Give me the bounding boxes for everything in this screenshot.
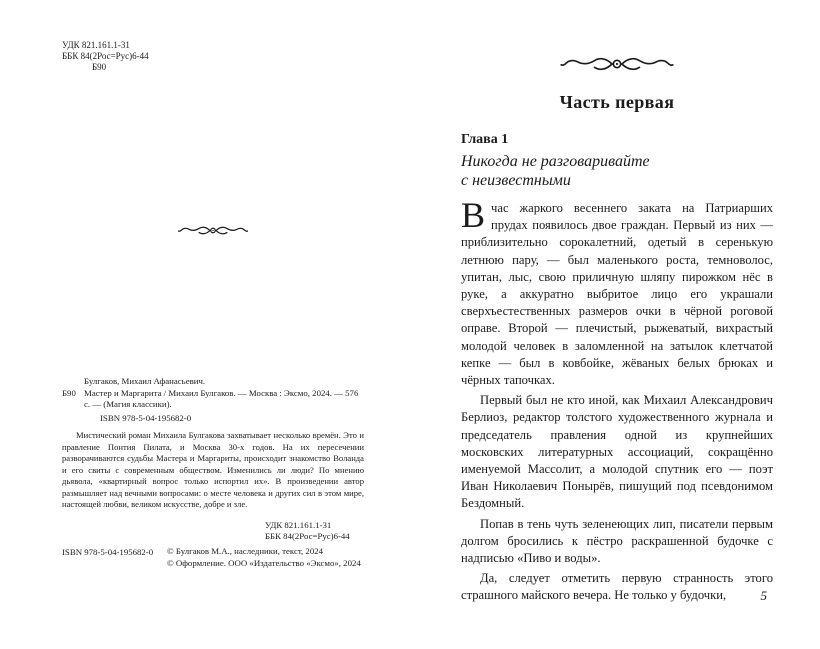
imprint-page bbox=[62, 38, 364, 613]
bbk-code-bottom: ББК 84(2Рос=Рус)6-44 bbox=[265, 530, 350, 541]
copyright-line: © Булгаков М.А., наследники, текст, 2024 bbox=[167, 546, 324, 556]
paragraph-text: час жаркого весеннего заката на Патриарших прудах появилось двое граждан. Первый из них — приблизительно сорокалетний, одетый в серенькую летнюю пару, — был маленького роста, темноволос, упитан, лыс, свою приличную шляпу пирожком нёс в руке, а аккуратно выбритое лицо его украшали сверхъестественных размеров очки в чёрной роговой оправе. Второй — плечистый, рыжеватый, вихрастый молодой человек в заломленной на затылок клетчатой кепке — был в ковбойке, жёваных белых брюках и чёрных тапочках. bbox=[461, 201, 773, 388]
chapter-title-line: с неизвестными bbox=[461, 172, 571, 189]
copyright-block bbox=[167, 546, 361, 569]
catalog-entry: Мастер и Маргарита / Михаил Булгаков. — Москва : Эксмо, 2024. — 576 с. — (Магия классики). bbox=[84, 388, 359, 409]
chapter-title-line: Никогда не разговаривайте bbox=[461, 153, 650, 170]
page-number: 5 bbox=[760, 588, 767, 603]
catalog-author: Булгаков, Михаил Афанасьевич. bbox=[84, 376, 206, 386]
part-title: Часть первая bbox=[559, 92, 675, 112]
book-annotation: Мистический роман Михаила Булгакова захватывает несколько времён. Это и правление Понтия Пилата, и Москва 30-х годов. На их пересечении разворачиваются судьбы Мастера и Маргариты, происходит знакомство Воланда и его свиты с современным обществом. Изменились ли люди? По мнению дьявола, «квартирный вопрос только испортил их». В произведении автор размышляет над вечными вопросами: о месте человека и других сил в этом мире, настоящей любви, великом искусстве, добре и зле. bbox=[62, 430, 364, 509]
bbk-code: ББК 84(2Рос=Рус)6-44 bbox=[62, 51, 149, 61]
ornament-container bbox=[461, 54, 773, 74]
flourish-ornament-icon bbox=[558, 55, 676, 72]
paragraph bbox=[461, 195, 773, 389]
paragraph: Первый был не кто иной, как Михаил Александрович Берлиоз, редактор толстого художественного журнала и председатель правления одной из крупнейших московских литературных ассоциаций, сокращённо именуемой Массолит, а молодой спутник его — поэт Иван Николаевич Понырёв, пишущий под псевдонимом Бездомный. bbox=[461, 393, 773, 511]
catalog-entry-row bbox=[62, 388, 364, 410]
chapter-title bbox=[461, 152, 650, 190]
classification-codes-bottom bbox=[265, 520, 364, 542]
isbn-bottom: ISBN 978-5-04-195682-0 bbox=[62, 547, 154, 557]
catalog-code: Б90 bbox=[62, 388, 76, 398]
ornament-container bbox=[62, 224, 364, 237]
catalog-isbn: ISBN 978-5-04-195682-0 bbox=[100, 413, 192, 423]
author-sign-code: Б90 bbox=[92, 62, 107, 72]
paragraph: Попав в тень чуть зеленеющих лип, писатели первым долгом бросились к пёстро раскрашенной будочке с надписью «Пиво и воды». bbox=[461, 516, 773, 566]
udk-code-bottom: УДК 821.161.1-31 bbox=[265, 519, 332, 530]
paragraph: Да, следует отметить первую странность этого страшного майского вечера. Не только у будочки, bbox=[461, 571, 773, 603]
chapter-body bbox=[461, 195, 773, 608]
chapter-label: Глава 1 bbox=[461, 132, 509, 147]
flourish-ornament-icon bbox=[177, 225, 249, 235]
catalog-card bbox=[62, 376, 364, 542]
udk-code: УДК 821.161.1-31 bbox=[62, 40, 130, 50]
copyright-line: © Оформление. ООО «Издательство «Эксмо», 2024 bbox=[167, 557, 361, 568]
drop-cap: В bbox=[461, 195, 486, 235]
chapter-page bbox=[461, 52, 773, 627]
classification-codes-top bbox=[62, 40, 364, 73]
